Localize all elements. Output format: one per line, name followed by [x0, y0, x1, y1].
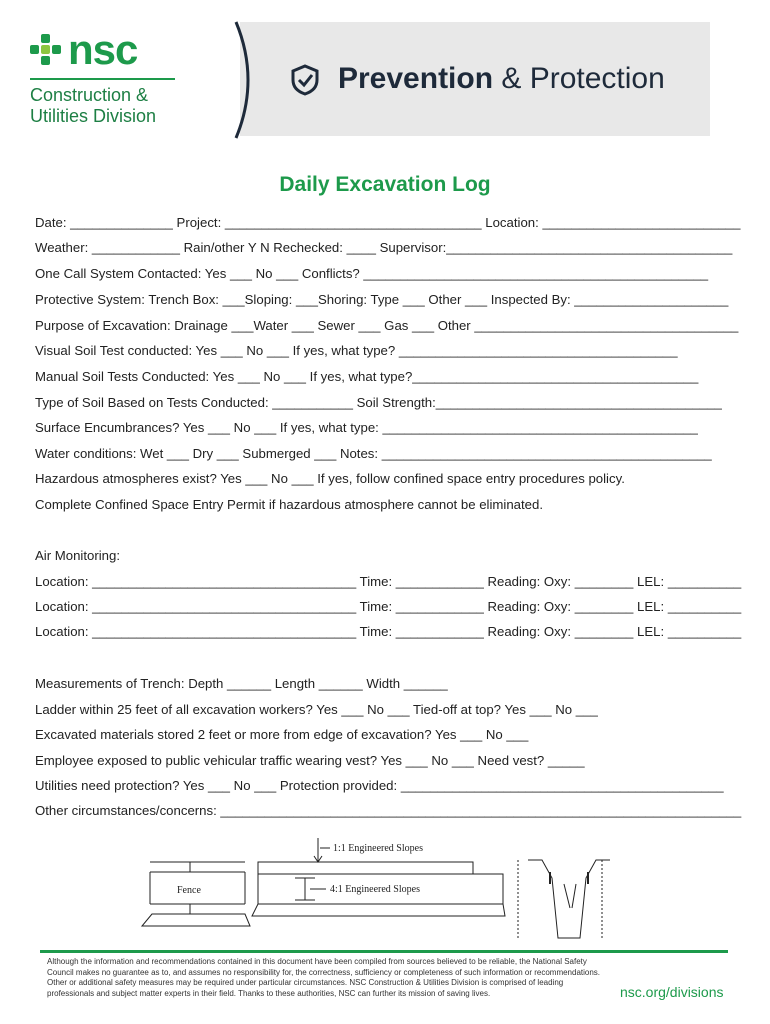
form-line-date[interactable]: Date: ______________ Project: ___________________________________ Location: ___________________________ [35, 215, 741, 230]
banner-title-bold: Prevention [338, 62, 494, 95]
trench-profile-illustration [518, 860, 610, 938]
form-line-manual-soil[interactable]: Manual Soil Tests Conducted: Yes ___ No ___ If yes, what type?_______________________________________ [35, 369, 699, 384]
form-line-vest[interactable]: Employee exposed to public vehicular traffic wearing vest? Yes ___ No ___ Need vest? _____ [35, 753, 585, 768]
form-line-utilities[interactable]: Utilities need protection? Yes ___ No ___ Protection provided: ____________________________________________ [35, 778, 724, 793]
footer-website-link[interactable]: nsc.org/divisions [620, 984, 724, 1000]
form-line-soil-type[interactable]: Type of Soil Based on Tests Conducted: ___________ Soil Strength:_______________________________________ [35, 395, 722, 410]
banner-arc-decoration [232, 20, 262, 140]
footer-divider [40, 950, 728, 953]
banner-title-rest: & Protection [493, 62, 665, 95]
nsc-plus-icon [30, 34, 66, 68]
form-line-air-location-2[interactable]: Location: ____________________________________ Time: ____________ Reading: Oxy: ________ LEL: __________ [35, 599, 742, 614]
form-line-surface[interactable]: Surface Encumbrances? Yes ___ No ___ If yes, what type: ___________________________________________ [35, 420, 698, 435]
form-line-water[interactable]: Water conditions: Wet ___ Dry ___ Submerged ___ Notes: _____________________________________________ [35, 446, 712, 461]
division-name [30, 85, 156, 127]
footer-disclaimer: Although the information and recommendations contained in this document have been compiled from sources believed to be reliable, the National Safety Council makes no guarantee as to, and assumes no responsibility for, the correctness, sufficiency or completeness of such information or recommendations. Other or additional safety measures may be required under particular circumstances. NSC Construction & Utilities Division is comprised of leading professionals and subject matter experts in their field. Thanks to these authorities, NSC can further its mission of saving lives. [47, 957, 601, 998]
logo-divider [30, 78, 175, 80]
slope-label-1: 1:1 Engineered Slopes [333, 843, 423, 854]
form-line-protective-system[interactable]: Protective System: Trench Box: ___Sloping: ___Shoring: Type ___ Other ___ Inspected By: _____________________ [35, 292, 729, 307]
form-line-ladder[interactable]: Ladder within 25 feet of all excavation workers? Yes ___ No ___ Tied-off at top? Yes ___ No ___ [35, 702, 598, 717]
fence-illustration [142, 862, 250, 926]
form-line-hazardous[interactable]: Hazardous atmospheres exist? Yes ___ No ___ If yes, follow confined space entry procedures policy. [35, 471, 625, 486]
trench-diagram [140, 838, 620, 948]
page-title: Daily Excavation Log [279, 173, 491, 196]
banner-title [338, 62, 665, 96]
division-line-1: Construction & [30, 85, 149, 105]
slope-illustration [252, 838, 505, 916]
form-line-air-location-3[interactable]: Location: ____________________________________ Time: ____________ Reading: Oxy: ________ LEL: __________ [35, 624, 742, 639]
shield-check-icon [290, 64, 320, 96]
form-line-other[interactable]: Other circumstances/concerns: _______________________________________________________________________ [35, 803, 742, 818]
form-line-weather[interactable]: Weather: ____________ Rain/other Y N Rechecked: ____ Supervisor:_______________________________________ [35, 240, 733, 255]
form-line-one-call[interactable]: One Call System Contacted: Yes ___ No ___ Conflicts? _______________________________________________ [35, 266, 709, 281]
form-line-purpose[interactable]: Purpose of Excavation: Drainage ___Water ___ Sewer ___ Gas ___ Other ____________________________________ [35, 318, 739, 333]
form-line-confined-space: Complete Confined Space Entry Permit if hazardous atmosphere cannot be eliminated. [35, 497, 543, 512]
form-line-excavated-materials[interactable]: Excavated materials stored 2 feet or more from edge of excavation? Yes ___ No ___ [35, 727, 529, 742]
form-line-visual-soil[interactable]: Visual Soil Test conducted: Yes ___ No ___ If yes, what type? ______________________________________ [35, 343, 678, 358]
slope-label-2: 4:1 Engineered Slopes [330, 884, 420, 895]
air-monitoring-heading: Air Monitoring: [35, 548, 121, 563]
division-line-2: Utilities Division [30, 106, 157, 126]
nsc-logo [30, 26, 200, 130]
logo-wordmark: nsc [68, 26, 138, 73]
form-line-measurements[interactable]: Measurements of Trench: Depth ______ Length ______ Width ______ [35, 676, 448, 691]
form-line-air-location-1[interactable]: Location: ____________________________________ Time: ____________ Reading: Oxy: ________ LEL: __________ [35, 574, 742, 589]
fence-label: Fence [177, 885, 201, 896]
